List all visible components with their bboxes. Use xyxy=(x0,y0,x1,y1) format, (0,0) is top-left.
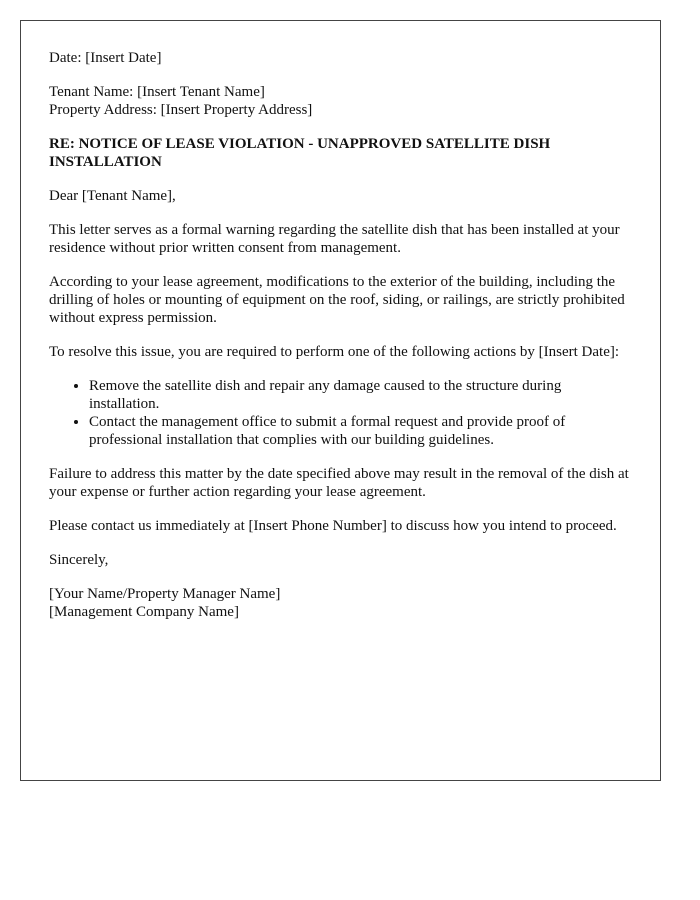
body-paragraph: To resolve this issue, you are required to perform one of the following actions by [Insert Date]: xyxy=(49,344,620,360)
signer-name: [Your Name/Property Manager Name] xyxy=(49,586,281,602)
recipient-block xyxy=(49,83,632,119)
date-line: Date: [Insert Date] xyxy=(49,50,162,66)
subject-line: RE: NOTICE OF LEASE VIOLATION - UNAPPROVED SATELLITE DISH INSTALLATION xyxy=(49,136,551,170)
signature-block xyxy=(49,585,632,621)
list-item: • Remove the satellite dish and repair any damage caused to the structure during installation. xyxy=(89,377,632,413)
list-item: • Contact the management office to submit a formal request and provide proof of professional installation that complies with our building guidelines. xyxy=(89,413,632,449)
body-paragraph: This letter serves as a formal warning regarding the satellite dish that has been installed at your residence without prior written consent from management. xyxy=(49,222,620,256)
actions-list xyxy=(49,377,632,449)
body-paragraph: According to your lease agreement, modifications to the exterior of the building, including the drilling of holes or mounting of equipment on the roof, siding, or railings, are strictly prohibited without express permission. xyxy=(49,274,625,326)
letter xyxy=(20,20,661,781)
company-name: [Management Company Name] xyxy=(49,604,239,620)
body-paragraph: Failure to address this matter by the date specified above may result in the removal of the dish at your expense or further action regarding your lease agreement. xyxy=(49,466,629,500)
salutation: Dear [Tenant Name], xyxy=(49,188,176,204)
property-address-line: Property Address: [Insert Property Address] xyxy=(49,102,313,118)
sign-off: Sincerely, xyxy=(49,552,109,568)
body-paragraph: Please contact us immediately at [Insert Phone Number] to discuss how you intend to proceed. xyxy=(49,518,617,534)
tenant-name-line: Tenant Name: [Insert Tenant Name] xyxy=(49,84,265,100)
